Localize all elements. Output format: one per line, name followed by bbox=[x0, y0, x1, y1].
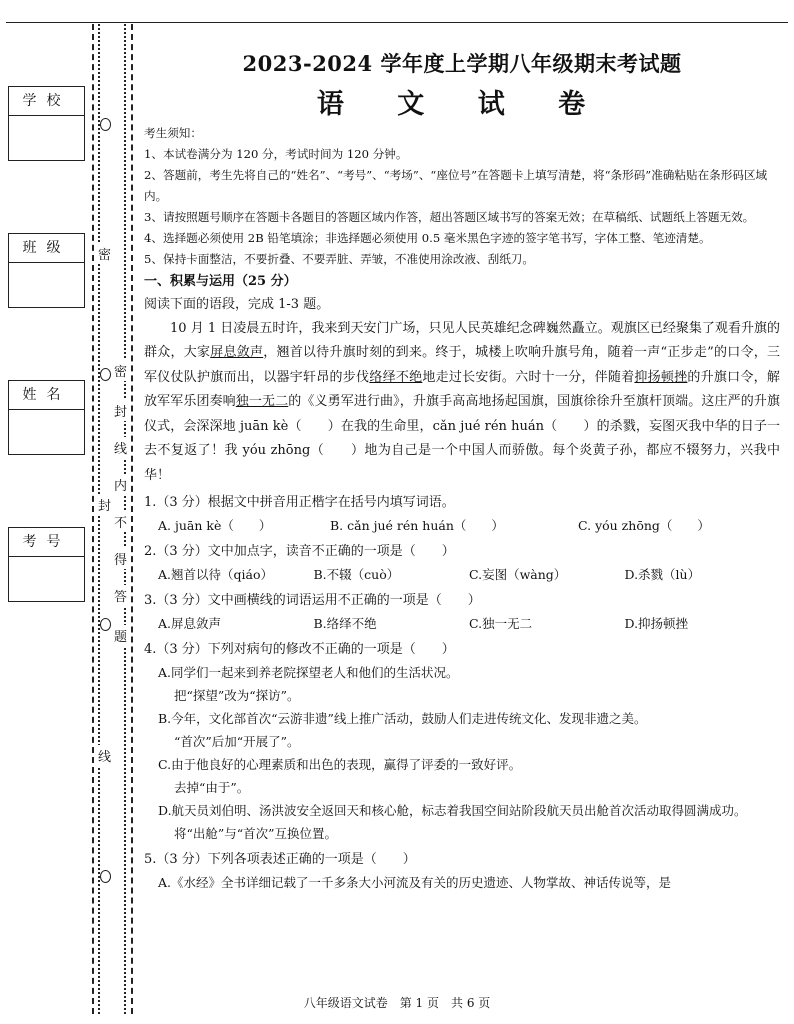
revision-note: 将“出舱”与“首次”互换位置。 bbox=[174, 826, 338, 841]
section-instruction: 阅读下面的语段，完成 1-3 题。 bbox=[144, 297, 330, 312]
question-stem: 2.（3 分）文中加点字，读音不正确的一项是（ ） bbox=[144, 544, 455, 559]
school-label: 学校 bbox=[9, 87, 84, 116]
binding-hole-icon bbox=[100, 368, 111, 381]
question-stem: 3.（3 分）文中画横线的词语运用不正确的一项是（ ） bbox=[144, 593, 481, 608]
section-heading: 一、积累与运用（25 分） bbox=[144, 274, 297, 289]
seal-char: 线 bbox=[98, 745, 111, 766]
revision-note: 去掉“由于”。 bbox=[174, 780, 250, 795]
answer-option[interactable]: A.同学们一起来到养老院探望老人和他们的生活状况。 bbox=[158, 665, 459, 680]
notice-heading: 考生须知： bbox=[144, 126, 202, 140]
answer-option[interactable]: B.络绎不绝 bbox=[313, 616, 377, 631]
notice-item: 1、本试卷满分为 120 分，考试时间为 120 分钟。 bbox=[144, 147, 408, 161]
revision-note: 把“探望”改为“探访”。 bbox=[174, 688, 300, 703]
passage-text: ，翘首以待升旗时刻的到来。终于，城楼上吹响升旗号角，随着一声“正步走”的口令，三军仪仗队护旗而出，以器宇轩昂的步伐 bbox=[144, 345, 780, 385]
seal-char: 密 bbox=[98, 243, 111, 264]
answer-option[interactable]: A. juān kè（ ） bbox=[158, 518, 272, 533]
underlined-term: 抑扬顿挫 bbox=[634, 369, 688, 385]
answer-option[interactable]: C.由于他良好的心理素质和出色的表现，赢得了评委的一致好评。 bbox=[158, 757, 522, 772]
notice-item: 3、请按照题号顺序在答题卡各题目的答题区域内作答，超出答题区域书写的答案无效；在草稿纸、试题纸上答题无效。 bbox=[144, 210, 755, 224]
answer-option[interactable]: C.妄图（wàng） bbox=[469, 567, 567, 582]
school-blank[interactable] bbox=[9, 116, 84, 160]
exam-notice bbox=[144, 123, 780, 270]
question-stem: 4.（3 分）下列对病句的修改不正确的一项是（ ） bbox=[144, 642, 455, 657]
exam-number-field[interactable] bbox=[8, 527, 85, 602]
name-label: 姓名 bbox=[9, 381, 84, 410]
binding-hole-icon bbox=[100, 618, 111, 631]
page-footer: 八年级语文试卷 第 1 页 共 6 页 bbox=[303, 996, 491, 1010]
seal-char: 封 bbox=[114, 400, 127, 421]
question-stem: 5.（3 分）下列各项表述正确的一项是（ ） bbox=[144, 852, 416, 867]
answer-option[interactable]: A.屏息敛声 bbox=[158, 616, 222, 631]
reading-passage bbox=[144, 317, 780, 489]
answer-options bbox=[144, 564, 780, 586]
exam-content bbox=[144, 40, 780, 894]
binding-line bbox=[131, 24, 133, 1014]
passage-text: 的升旗口令，解放军军乐团奏响 bbox=[144, 369, 780, 409]
exam-number-blank[interactable] bbox=[9, 557, 84, 601]
exam-title: 2023-2024 学年度上学期八年级期末考试题 bbox=[242, 51, 682, 76]
seal-char: 密 bbox=[114, 360, 127, 381]
seal-char: 封 bbox=[98, 494, 111, 515]
answer-option[interactable]: A.《水经》全书详细记载了一千多条大小河流及有关的历史遗迹、人物掌故、神话传说等，是 bbox=[158, 875, 672, 890]
revision-note: “首次”后加“开展了”。 bbox=[174, 734, 300, 749]
top-rule bbox=[6, 22, 788, 23]
seal-char: 不 bbox=[114, 511, 127, 532]
school-field[interactable] bbox=[8, 86, 85, 161]
passage-text: 地走过长安街。六时十一分，伴随着 bbox=[422, 369, 635, 385]
answer-option[interactable]: C.独一无二 bbox=[469, 616, 533, 631]
seal-char: 题 bbox=[114, 625, 127, 646]
underlined-term: 独一无二 bbox=[235, 394, 289, 409]
answer-option[interactable]: D.杀戮（lù） bbox=[624, 567, 701, 582]
answer-option[interactable]: C. yóu zhōng（ ） bbox=[578, 518, 710, 533]
passage-text: 10 月 1 日凌晨五时许，我来到天安门广场，只见人民英雄纪念碑巍然矗立。观旗区已经聚集了观看升旗的群众，大家 bbox=[144, 320, 780, 360]
underlined-term: 络绎不绝 bbox=[369, 369, 423, 385]
notice-item: 5、保持卡面整洁，不要折叠、不要弄脏、弄皱，不准使用涂改液、刮纸刀。 bbox=[144, 252, 534, 266]
binding-hole-icon bbox=[100, 870, 111, 883]
seal-char: 得 bbox=[114, 548, 127, 569]
answer-option[interactable]: B.今年，文化部首次“云游非遗”线上推广活动，鼓励人们走进传统文化、发现非遗之美。 bbox=[158, 711, 647, 726]
answer-options bbox=[144, 515, 780, 537]
class-label: 班级 bbox=[9, 234, 84, 263]
question-stem: 1.（3 分）根据文中拼音用正楷字在括号内填写词语。 bbox=[144, 495, 455, 510]
underlined-term: 屏息敛声 bbox=[210, 345, 264, 360]
exam-number-label: 考号 bbox=[9, 528, 84, 557]
seal-char: 内 bbox=[114, 474, 127, 495]
notice-item: 4、选择题必须使用 2B 铅笔填涂；非选择题必须使用 0.5 毫米黑色字迹的签字笔书写，字体工整、笔迹清楚。 bbox=[144, 231, 711, 245]
class-blank[interactable] bbox=[9, 263, 84, 307]
binding-line bbox=[98, 24, 100, 1014]
name-field[interactable] bbox=[8, 380, 85, 455]
class-field[interactable] bbox=[8, 233, 85, 308]
answer-option[interactable]: D.航天员刘伯明、汤洪波安全返回天和核心舱，标志着我国空间站阶段航天员出舱首次活动取得圆满成功。 bbox=[158, 803, 747, 818]
binding-hole-icon bbox=[100, 118, 111, 131]
passage-text: 的《义勇军进行曲》，升旗手高高地扬起国旗，国旗徐徐升至旗杆顶端。这庄严的升旗仪式，会深深地 juān kè（ ）在我的生命里，cǎn jué rén huán（ ）的杀戮，妄图灭我中华的日子一去不复返了！我 yóu zhōng（ ）地为自己是一个中国人而骄傲。每个炎黄子孙，都应不辍努力，兴我中华！ bbox=[144, 394, 780, 483]
answer-option[interactable]: D.抑扬顿挫 bbox=[624, 616, 689, 631]
answer-options bbox=[144, 613, 780, 635]
seal-char: 答 bbox=[114, 585, 127, 606]
name-blank[interactable] bbox=[9, 410, 84, 454]
answer-option[interactable]: A.翘首以待（qiáo） bbox=[158, 567, 273, 582]
notice-item: 2、答题前，考生先将自己的“姓名”、“考号”、“考场”、“座位号”在答题卡上填写清楚，将“条形码”准确粘贴在条形码区域内。 bbox=[144, 168, 768, 203]
seal-char: 线 bbox=[114, 437, 127, 458]
answer-option[interactable]: B. cǎn jué rén huán（ ） bbox=[330, 518, 504, 533]
binding-line bbox=[92, 24, 94, 1014]
answer-option[interactable]: B.不辍（cuò） bbox=[313, 567, 400, 582]
exam-subtitle: 语 文 试 卷 bbox=[316, 89, 608, 120]
